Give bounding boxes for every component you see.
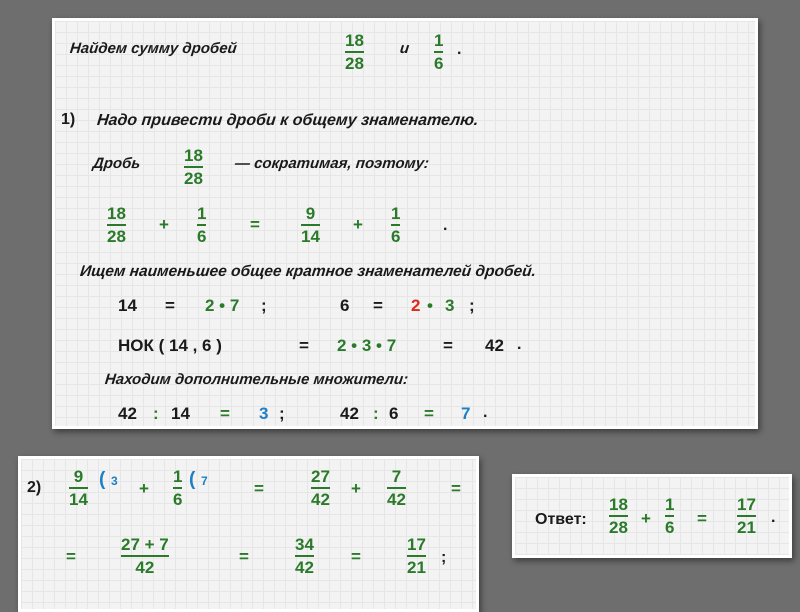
step2-paren-1: (	[99, 469, 106, 490]
mult1-b: 14	[171, 404, 190, 423]
header-text: Найдем сумму дробей	[69, 40, 238, 57]
step2-label: 2)	[27, 479, 42, 496]
step2-plus-2: +	[351, 479, 361, 498]
header-conj: и	[399, 40, 411, 57]
header-fraction-2: 1 6	[434, 31, 444, 73]
eq-plus: +	[159, 215, 169, 234]
step1-line2-post: — сократимая, поэтому:	[234, 155, 430, 172]
step1-text: Надо привести дроби к общему знаменателю.	[96, 112, 480, 129]
nok-eq-2: =	[443, 336, 453, 355]
step1-label: 1)	[61, 111, 76, 128]
answer-eq: =	[697, 509, 707, 528]
header-end: .	[457, 41, 462, 58]
mult2-eq: =	[424, 404, 434, 423]
step2-panel	[18, 456, 479, 612]
lcm-text: Ищем наименьшее общее кратное знаменателей дробей.	[79, 263, 537, 280]
mult2-a: 42	[340, 404, 359, 423]
mult1-colon: :	[153, 404, 159, 423]
eq-fraction-c: 9 14	[301, 204, 320, 246]
mult2-colon: :	[373, 404, 379, 423]
eq-equals: =	[250, 215, 260, 234]
nok-value: 42	[485, 336, 504, 355]
mult1-eq: =	[220, 404, 230, 423]
fact1-rhs: 2 • 7	[205, 296, 240, 315]
mult1-a: 42	[118, 404, 137, 423]
eq-end: .	[443, 217, 448, 234]
step2-eq-3: =	[239, 547, 249, 566]
step2-plus: +	[139, 479, 149, 498]
fact2-eq: =	[373, 296, 383, 315]
fact1-sep: ;	[261, 296, 267, 315]
step2-eq-2: =	[451, 479, 461, 498]
fact2-sep: ;	[469, 296, 475, 315]
mult1-value: 3	[259, 404, 269, 423]
answer-fraction-b: 1 6	[665, 495, 675, 537]
eq-fraction-d: 1 6	[391, 204, 401, 246]
nok-eq: =	[299, 336, 309, 355]
step2-multiplier-2: 7	[201, 474, 208, 488]
header-fraction-1: 18 28	[345, 31, 364, 73]
step2-end: ;	[441, 549, 447, 566]
fact2-lhs: 6	[340, 296, 350, 315]
mult2-value: 7	[461, 404, 471, 423]
step2-eq-1: =	[254, 479, 264, 498]
answer-panel	[512, 474, 792, 558]
step2-fraction-5: 27 + 7 42	[121, 535, 169, 577]
fact1-lhs: 14	[118, 296, 137, 315]
step1-line2-fraction: 18 28	[184, 146, 203, 188]
mult1-sep: ;	[279, 404, 285, 423]
step2-fraction-7: 17 21	[407, 535, 426, 577]
nok-lhs: НОК ( 14 , 6 )	[118, 336, 222, 355]
eq-plus-2: +	[353, 215, 363, 234]
answer-end: .	[771, 509, 776, 526]
step2-eq-4: =	[351, 547, 361, 566]
answer-label: Ответ:	[535, 511, 587, 528]
step2-fraction-3: 27 42	[311, 467, 330, 509]
answer-fraction-a: 18 28	[609, 495, 628, 537]
mult2-end: .	[483, 404, 488, 421]
fact1-eq: =	[165, 296, 175, 315]
step2-fraction-2: 1 6	[173, 467, 183, 509]
answer-fraction-c: 17 21	[737, 495, 756, 537]
step2-fraction-6: 34 42	[295, 535, 314, 577]
eq-fraction-a: 18 28	[107, 204, 126, 246]
fact2-dot: •	[427, 296, 433, 315]
step2-fraction-1: 9 14	[69, 467, 88, 509]
answer-plus: +	[641, 509, 651, 528]
fact2-three: 3	[445, 296, 455, 315]
mult2-b: 6	[389, 404, 399, 423]
fact2-two: 2	[411, 296, 421, 315]
mult-text: Находим дополнительные множители:	[104, 371, 409, 388]
step2-multiplier-1: 3	[111, 474, 118, 488]
step1-line2-pre: Дробь	[92, 155, 142, 172]
step2-paren-2: (	[189, 469, 196, 490]
step2-row2-eq: =	[66, 547, 76, 566]
main-panel	[52, 18, 758, 429]
step2-fraction-4: 7 42	[387, 467, 406, 509]
nok-end: .	[517, 336, 522, 353]
eq-fraction-b: 1 6	[197, 204, 207, 246]
nok-rhs: 2 • 3 • 7	[337, 336, 397, 355]
